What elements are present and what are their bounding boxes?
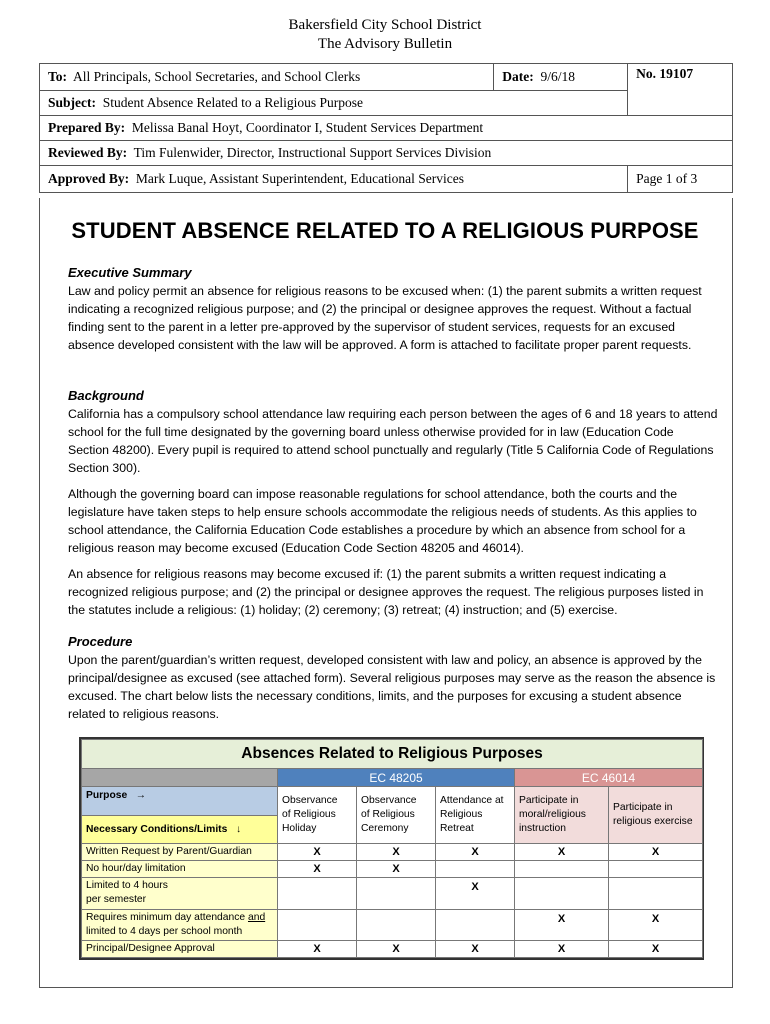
district-header [0,16,770,54]
date-value: 9/6/18 [540,69,576,84]
table-row [82,861,703,878]
purpose-label-cell [82,787,278,815]
right-arrow-icon: → [135,790,147,802]
purpose-retreat: Attendance at Religious Retreat [436,787,515,844]
to-label: To: [48,69,68,84]
chart-caption: Absences Related to Religious Purposes [82,740,703,769]
mark: X [357,940,436,957]
mark [609,861,703,878]
executive-summary-section [68,264,718,362]
mark: X [515,940,609,957]
date-label: Date: [502,69,534,84]
procedure-text: Upon the parent/guardian’s written request, developed consistent with law and policy, an absence is approved by the principal/designee as excused (see attached form). Several religious purposes may serve as the reason the absence is excused. The chart below lists the necessary conditions, limits, and the purposes for excusing a student absence related to religious reasons. [68,653,716,721]
row-label: Written Request by Parent/Guardian [82,843,278,860]
background-heading: Background [68,388,144,403]
row-label: Principal/Designee Approval [82,940,278,957]
to-cell [40,64,494,91]
prepared-label: Prepared By: [48,120,126,135]
purpose-holiday: Observance of Religious Holiday [278,787,357,844]
mark [357,878,436,909]
table-row [82,909,703,940]
background-paragraph-1: California has a compulsory school attendance law requiring each person between the ages of 6 and 18 years to attend school for the full time designated by the governing board unless otherwise provided for in law (Education Code Section 48200). Every pupil is required to attend school punctually and regularly (Title 5 California Code of Regulations Section 300). [68,407,718,475]
mark: X [515,909,609,940]
reviewed-label: Reviewed By: [48,145,128,160]
table-row [82,843,703,860]
reviewed-cell [40,141,733,166]
mark [609,878,703,909]
mark: X [357,843,436,860]
mark [278,909,357,940]
mark [436,861,515,878]
mark: X [436,940,515,957]
ec-46014-header: EC 46014 [515,769,703,787]
row-label: Requires minimum day attendance and limited to 4 days per school month [82,909,278,940]
chart-corner-cell [82,769,278,787]
row-label: No hour/day limitation [82,861,278,878]
purpose-label: Purpose [86,790,128,802]
approved-label: Approved By: [48,171,130,186]
procedure-section [68,633,718,731]
executive-summary-text: Law and policy permit an absence for religious reasons to be excused when: (1) the parent submits a written request indicating a recognized religious purpose; and (2) the principal or designee approves the request. Without a factual finding sent to the parent in a letter pre-approved by the supervisor of student services, requests for an excused absence developed consistent with the law will be approved. A form is attached to facilitate proper parent requests. [68,284,702,352]
mark: X [609,843,703,860]
procedure-heading: Procedure [68,634,133,649]
religious-absence-chart [79,737,704,960]
prepared-value: Melissa Banal Hoyt, Coordinator I, Student Services Department [131,120,484,135]
row-label: Limited to 4 hours per semester [82,878,278,909]
mark: X [436,878,515,909]
bulletin-number: No. 19107 [628,64,733,116]
purpose-exercise: Participate in religious exercise [609,787,703,844]
mark: X [609,909,703,940]
mark [436,909,515,940]
mark: X [436,843,515,860]
mark: X [515,843,609,860]
mark [278,878,357,909]
approved-value: Mark Luque, Assistant Superintendent, Educational Services [135,171,464,186]
conditions-label: Necessary Conditions/Limits [86,823,228,835]
table-row [82,878,703,909]
date-cell [494,64,628,91]
document-title: STUDENT ABSENCE RELATED TO A RELIGIOUS PURPOSE [71,218,699,243]
down-arrow-icon: ↓ [235,823,242,835]
approved-cell [40,166,628,193]
subject-cell [40,91,628,116]
table-row [82,940,703,957]
to-value: All Principals, School Secretaries, and School Clerks [73,69,361,84]
purpose-instruction: Participate in moral/religious instruction [515,787,609,844]
mark: X [278,940,357,957]
mark: X [278,843,357,860]
reviewed-value: Tim Fulenwider, Director, Instructional Support Services Division [133,145,492,160]
district-name: Bakersfield City School District [288,17,482,33]
prepared-cell [40,116,733,141]
mark: X [278,861,357,878]
background-section [68,387,718,627]
mark [515,878,609,909]
ec-48205-header: EC 48205 [278,769,515,787]
page-number: Page 1 of 3 [628,166,733,193]
bulletin-name: The Advisory Bulletin [317,36,453,52]
mark: X [357,861,436,878]
executive-summary-heading: Executive Summary [68,265,192,280]
purpose-ceremony: Observance of Religious Ceremony [357,787,436,844]
mark [357,909,436,940]
subject-label: Subject: [48,95,96,110]
background-paragraph-3: An absence for religious reasons may become excused if: (1) the parent submits a written request indicating a recognized religious purpose; and (2) the principal or designee approves the request. The religious purposes listed in the statutes include a religious: (1) holiday; (2) ceremony; (3) retreat; (4) instruction; and (5) exercise. [68,567,704,617]
bulletin-header-table [39,63,733,193]
mark: X [609,940,703,957]
conditions-label-cell [82,815,278,843]
background-paragraph-2: Although the governing board can impose reasonable regulations for school attendance, both the courts and the legislature have taken steps to help ensure schools accommodate the religious needs of students. As this applies to school attendance, the California Education Code establishes a procedure by which an absence from school for a religious reason may become excused (Education Code Section 48205 and 46014). [68,487,697,555]
subject-value: Student Absence Related to a Religious Purpose [102,95,363,110]
mark [515,861,609,878]
